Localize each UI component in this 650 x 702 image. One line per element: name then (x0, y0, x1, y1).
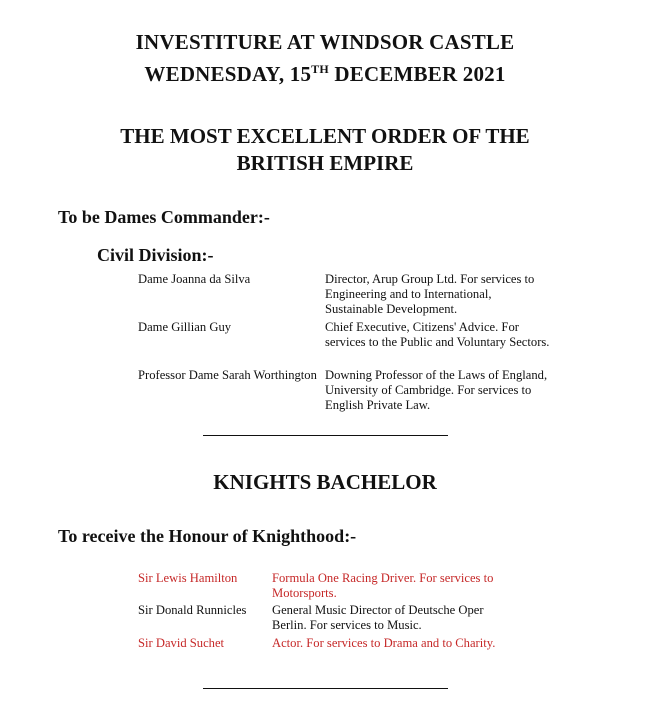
dame-citation (325, 368, 547, 413)
knight-name: Sir David Suchet (138, 636, 225, 650)
dame-name: Dame Gillian Guy (138, 320, 232, 334)
order-title-line2: BRITISH EMPIRE (236, 151, 414, 175)
citation-line: Downing Professor of the Laws of England, (325, 368, 548, 382)
knight-name: Sir Lewis Hamilton (138, 571, 238, 585)
citation-line: services to the Public and Voluntary Sectors. (325, 335, 550, 349)
knight-citation (272, 603, 484, 633)
citation-line: Sustainable Development. (325, 302, 458, 316)
citation-line: Engineering and to International, (325, 287, 492, 301)
order-title-line1: THE MOST EXCELLENT ORDER OF THE (120, 124, 530, 148)
knight-name: Sir Donald Runnicles (138, 603, 247, 617)
event-date (0, 62, 650, 87)
citation-line: Director, Arup Group Ltd. For services to (325, 272, 535, 286)
civil-division-heading: Civil Division:- (97, 245, 214, 265)
event-date-prefix: WEDNESDAY, 15 (144, 62, 312, 86)
citation-line: Berlin. For services to Music. (272, 618, 422, 632)
dame-name: Dame Joanna da Silva (138, 272, 251, 286)
citation-line: English Private Law. (325, 398, 431, 412)
citation-line: General Music Director of Deutsche Oper (272, 603, 484, 617)
citation-line: Motorsports. (272, 586, 337, 600)
event-title: INVESTITURE AT WINDSOR CASTLE (135, 30, 515, 54)
event-date-ordinal: TH (311, 62, 329, 76)
section-divider (203, 435, 448, 436)
knights-heading: KNIGHTS BACHELOR (213, 470, 437, 494)
knight-citation (272, 571, 493, 601)
event-date-suffix: DECEMBER 2021 (328, 62, 506, 86)
knight-citation (272, 636, 495, 651)
dame-name: Professor Dame Sarah Worthington (138, 368, 317, 382)
knighthood-section-heading: To receive the Honour of Knighthood:- (58, 526, 357, 546)
citation-line: Chief Executive, Citizens' Advice. For (325, 320, 519, 334)
dames-section-heading: To be Dames Commander:- (58, 207, 270, 227)
dame-citation (325, 272, 534, 317)
section-divider (203, 688, 448, 689)
citation-line: Actor. For services to Drama and to Charity. (272, 636, 496, 650)
citation-line: Formula One Racing Driver. For services to (272, 571, 494, 585)
citation-line: University of Cambridge. For services to (325, 383, 532, 397)
dame-citation (325, 320, 549, 350)
